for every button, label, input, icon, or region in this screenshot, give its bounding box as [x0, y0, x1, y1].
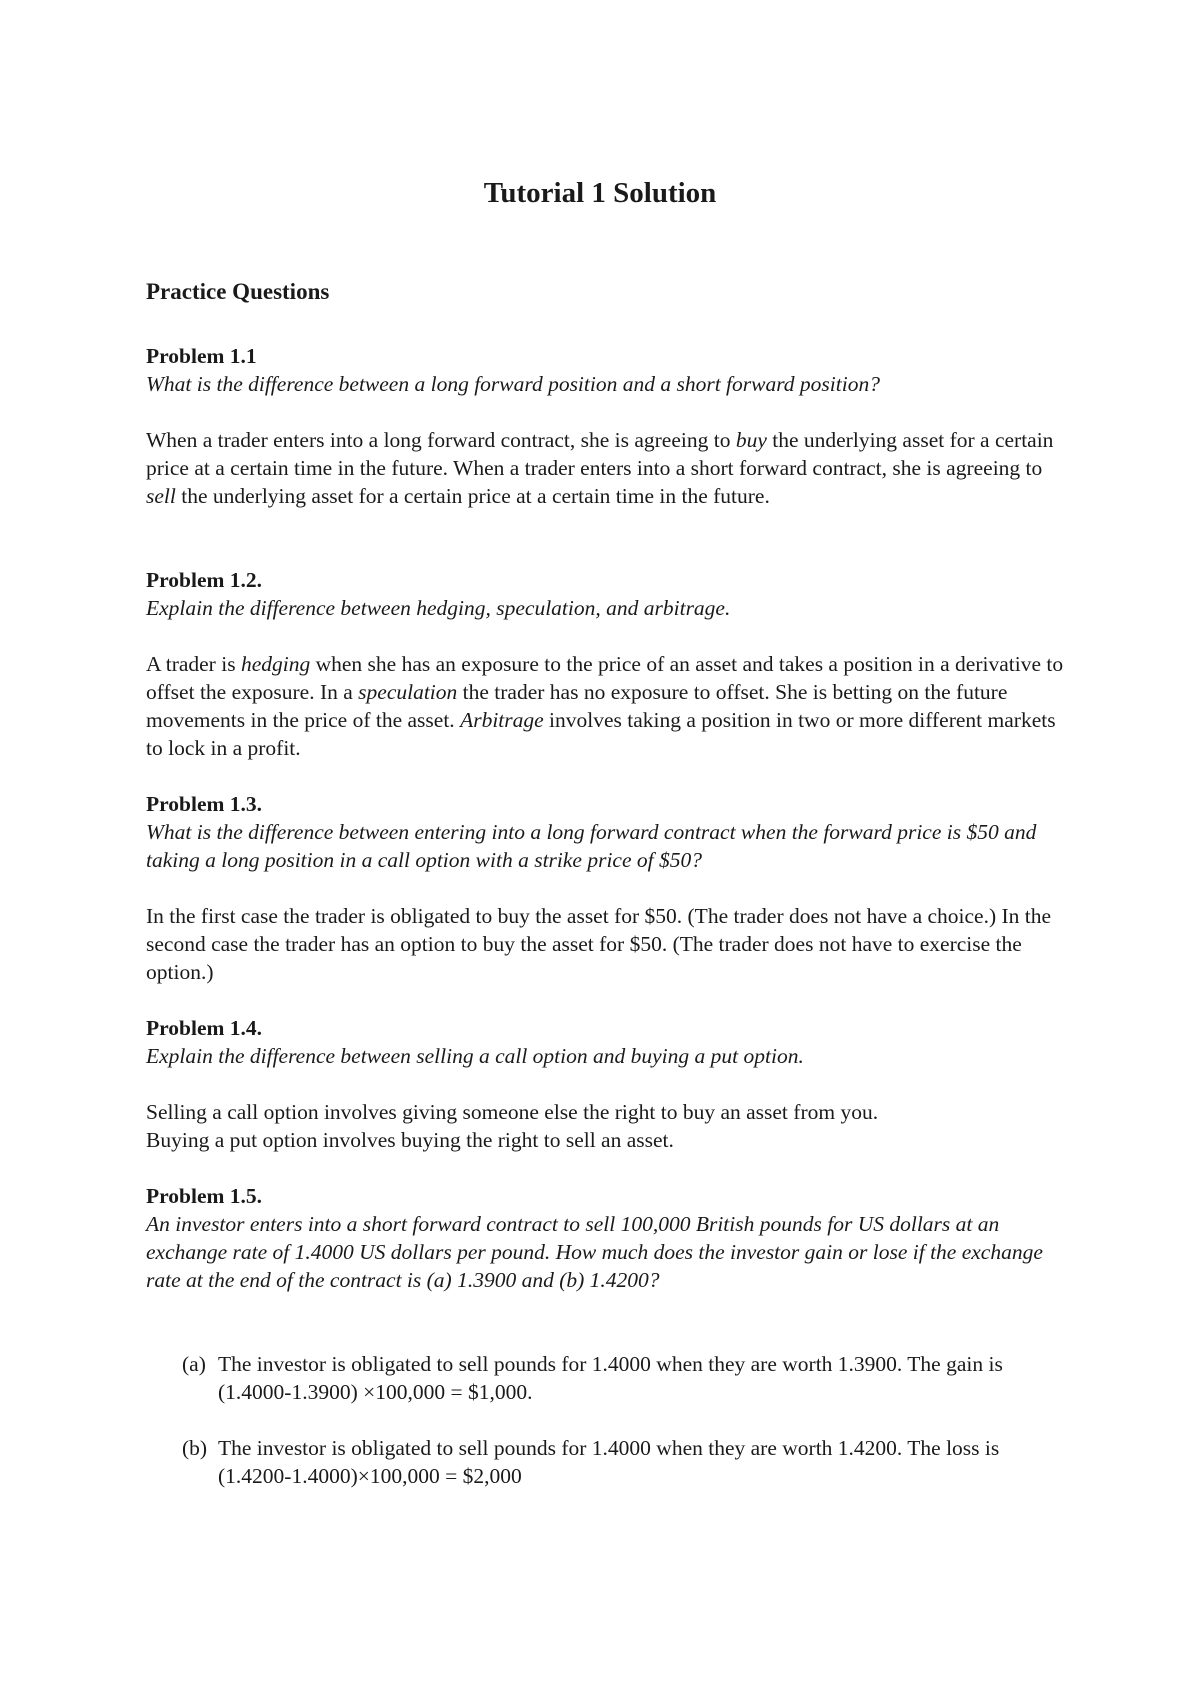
- problem-1-3: [146, 790, 1066, 874]
- problem-question: Explain the difference between hedging, speculation, and arbitrage.: [146, 596, 731, 620]
- document-title: Tutorial 1 Solution: [483, 177, 717, 209]
- list-item: [146, 1434, 1062, 1490]
- problem-1-5-parts: [146, 1350, 1062, 1490]
- problem-question: Explain the difference between selling a call option and buying a put option.: [146, 1044, 804, 1068]
- list-marker: (b): [182, 1436, 208, 1460]
- problem-1-1: [146, 342, 1046, 398]
- list-item: [146, 1350, 1062, 1406]
- problem-heading: Problem 1.3.: [146, 792, 263, 816]
- problem-1-2-answer: [146, 650, 1076, 762]
- section-heading: Practice Questions: [146, 279, 330, 304]
- problem-heading: Problem 1.1: [146, 344, 257, 368]
- problem-heading: Problem 1.4.: [146, 1016, 263, 1040]
- problem-1-3-answer: [146, 902, 1076, 986]
- problem-1-4-answer: [146, 1098, 1086, 1154]
- problem-question: What is the difference between entering into a long forward contract when the forward price is $50 and taking a long position in a call option with a strike price of $50?: [146, 820, 1037, 872]
- problem-answer-line: Buying a put option involves buying the right to sell an asset.: [146, 1128, 674, 1152]
- list-marker: (a): [182, 1352, 206, 1376]
- problem-question: An investor enters into a short forward contract to sell 100,000 British pounds for US dollars at an exchange rate of 1.4000 US dollars per pound. How much does the investor gain or lose if the exchange rate at the end of the contract is (a) 1.3900 and (b) 1.4200?: [146, 1212, 1043, 1292]
- problem-1-2: [146, 566, 1086, 622]
- problem-question: What is the difference between a long forward position and a short forward position?: [146, 372, 880, 396]
- problem-answer: In the first case the trader is obligated to buy the asset for $50. (The trader does not have a choice.) In the second case the trader has an option to buy the asset for $50. (The trader does not have to exercise the option.): [146, 904, 1052, 984]
- problem-1-1-answer: [146, 426, 1076, 510]
- problem-1-4: [146, 1014, 1086, 1070]
- list-item-text: The investor is obligated to sell pounds for 1.4000 when they are worth 1.4200. The loss is (1.4200-1.4000)×100,000 = $2,000: [218, 1436, 1000, 1488]
- problem-answer-line: Selling a call option involves giving someone else the right to buy an asset from you.: [146, 1100, 879, 1124]
- problem-answer: A trader is hedging when she has an exposure to the price of an asset and takes a position in a derivative to offset the exposure. In a speculation the trader has no exposure to offset. She is betting on the future movements in the price of the asset. Arbitrage involves taking a position in two or more different markets to lock in a profit.: [146, 652, 1064, 760]
- problem-heading: Problem 1.2.: [146, 568, 263, 592]
- problem-answer: When a trader enters into a long forward contract, she is agreeing to buy the underlying asset for a certain price at a certain time in the future. When a trader enters into a short forward contract, she is agreeing to sell the underlying asset for a certain price at a certain time in the future.: [146, 428, 1054, 508]
- list-item-text: The investor is obligated to sell pounds for 1.4000 when they are worth 1.3900. The gain is (1.4000-1.3900) ×100,000 = $1,000.: [218, 1352, 1003, 1404]
- problem-heading: Problem 1.5.: [146, 1184, 263, 1208]
- problem-1-5: [146, 1182, 1046, 1294]
